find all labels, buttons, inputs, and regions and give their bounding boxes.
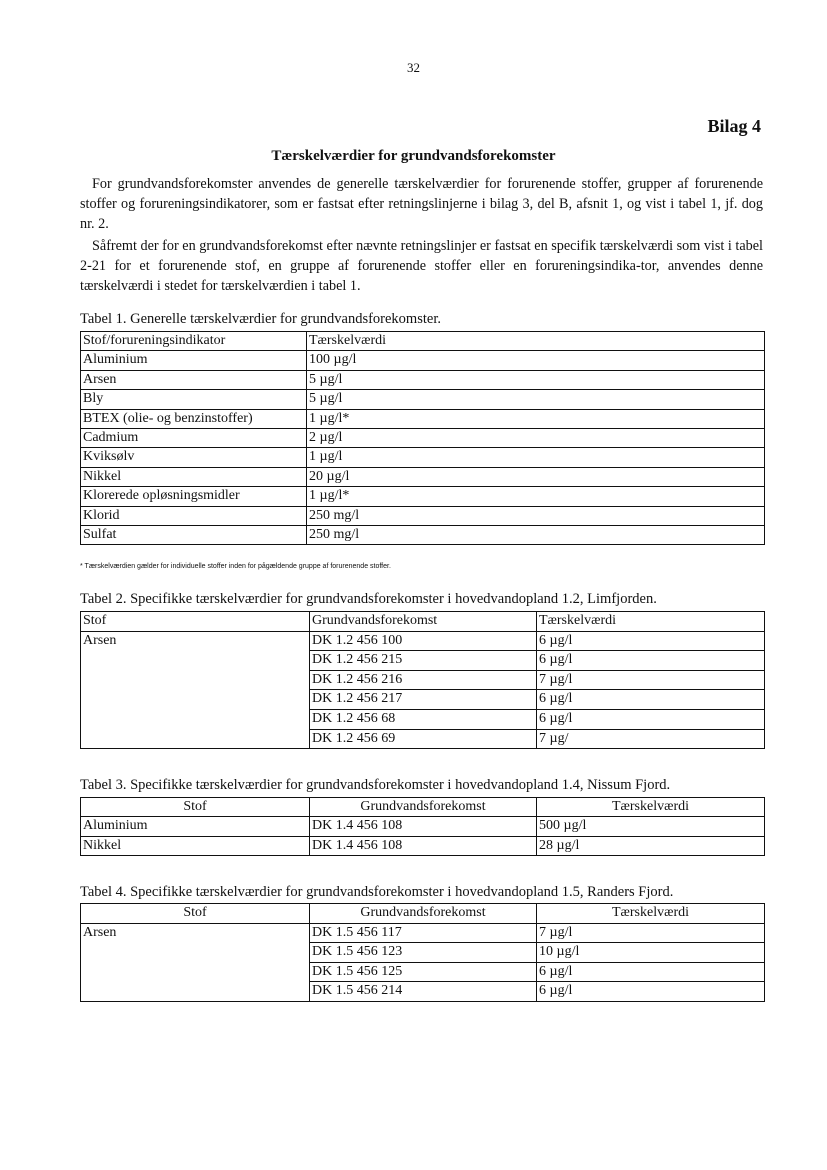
groundwater-body-cell: DK 1.2 456 215 (310, 651, 537, 671)
threshold-cell: 2 µg/l (307, 428, 765, 447)
substance-cell: Nikkel (81, 467, 307, 486)
table3-caption: Tabel 3. Specifikke tærskelværdier for grundvandsforekomster i hovedvandopland 1.4, Nissum Fjord. (80, 777, 671, 793)
table1 (80, 331, 765, 545)
page-title: Tærskelværdier for grundvandsforekomster (271, 148, 556, 164)
substance-cell: Nikkel (81, 836, 310, 855)
groundwater-body-cell: DK 1.2 456 68 (310, 709, 537, 729)
groundwater-body-cell: DK 1.5 456 125 (310, 962, 537, 982)
threshold-cell: 6 µg/l (537, 709, 765, 729)
table2-header-row (81, 612, 765, 632)
threshold-cell: 1 µg/l* (307, 409, 765, 428)
table4-header-threshold: Tærskelværdi (537, 904, 765, 924)
substance-cell: Cadmium (81, 428, 307, 447)
table3-header-substance: Stof (81, 798, 310, 817)
groundwater-body-cell: DK 1.2 456 69 (310, 729, 537, 749)
table-row (81, 525, 765, 544)
substance-cell: Arsen (81, 631, 310, 749)
threshold-cell: 250 mg/l (307, 506, 765, 525)
table4 (80, 903, 765, 1002)
table4-header-row (81, 904, 765, 924)
groundwater-body-cell: DK 1.2 456 216 (310, 670, 537, 690)
substance-cell: Bly (81, 390, 307, 409)
table-row (81, 631, 765, 651)
table-row (81, 817, 765, 836)
threshold-cell: 6 µg/l (537, 651, 765, 671)
table4-caption: Tabel 4. Specifikke tærskelværdier for grundvandsforekomster i hovedvandopland 1.5, Randers Fjord. (80, 884, 674, 900)
table1-header-threshold: Tærskelværdi (307, 332, 765, 351)
threshold-cell: 6 µg/l (537, 962, 765, 982)
specific-values-paragraph-text: Såfremt der for en grundvandsforekomst efter nævnte retningslinjer er fastsat en specifik tærskelværdi som vist i tabel 2-21 for et forurenende stof, en gruppe af forurenende stoffer eller en forureningsindika-tor, anvendes denne tærskelværdi i stedet for tærskelværdien i tabel 1. (80, 238, 763, 294)
substance-cell: Aluminium (81, 351, 307, 370)
table1-header-row (81, 332, 765, 351)
intro-paragraph-text: For grundvandsforekomster anvendes de generelle tærskelværdier for forurenende stoffer, grupper af forurenende stoffer og forureningsindikatorer, som er fastsat efter retningslinjerne i bilag 3, del B, afsnit 1, og vist i tabel 1, jf. dog nr. 2. (80, 176, 763, 232)
threshold-cell: 7 µg/l (537, 923, 765, 943)
table1-header-substance: Stof/forureningsindikator (81, 332, 307, 351)
groundwater-body-cell: DK 1.2 456 100 (310, 631, 537, 651)
groundwater-body-cell: DK 1.2 456 217 (310, 690, 537, 710)
table-row (81, 448, 765, 467)
threshold-cell: 5 µg/l (307, 370, 765, 389)
threshold-cell: 6 µg/l (537, 631, 765, 651)
substance-cell: Kviksølv (81, 448, 307, 467)
table-row (81, 923, 765, 943)
threshold-cell: 5 µg/l (307, 390, 765, 409)
specific-values-paragraph (80, 236, 763, 296)
table3-header-threshold: Tærskelværdi (537, 798, 765, 817)
threshold-cell: 20 µg/l (307, 467, 765, 486)
table-row (81, 390, 765, 409)
table1-caption: Tabel 1. Generelle tærskelværdier for grundvandsforekomster. (80, 311, 441, 327)
table2-header-groundwater-body: Grundvandsforekomst (310, 612, 537, 632)
table-row (81, 487, 765, 506)
threshold-cell: 1 µg/l (307, 448, 765, 467)
appendix-label: Bilag 4 (707, 116, 761, 136)
threshold-cell: 7 µg/ (537, 729, 765, 749)
substance-cell: Klorerede opløsningsmidler (81, 487, 307, 506)
intro-paragraph (80, 174, 763, 234)
table2-header-substance: Stof (81, 612, 310, 632)
table-row (81, 836, 765, 855)
threshold-cell: 28 µg/l (537, 836, 765, 855)
threshold-cell: 10 µg/l (537, 943, 765, 963)
table-row (81, 467, 765, 486)
substance-cell: Klorid (81, 506, 307, 525)
threshold-cell: 250 mg/l (307, 525, 765, 544)
groundwater-body-cell: DK 1.5 456 123 (310, 943, 537, 963)
table4-header-substance: Stof (81, 904, 310, 924)
threshold-cell: 100 µg/l (307, 351, 765, 370)
substance-cell: Aluminium (81, 817, 310, 836)
table2 (80, 611, 765, 749)
groundwater-body-cell: DK 1.4 456 108 (310, 836, 537, 855)
threshold-cell: 500 µg/l (537, 817, 765, 836)
table2-caption: Tabel 2. Specifikke tærskelværdier for grundvandsforekomster i hovedvandopland 1.2, Limfjorden. (80, 591, 657, 607)
threshold-cell: 1 µg/l* (307, 487, 765, 506)
table3-header-row (81, 798, 765, 817)
substance-cell: BTEX (olie- og benzinstoffer) (81, 409, 307, 428)
table-row (81, 428, 765, 447)
table-row (81, 506, 765, 525)
groundwater-body-cell: DK 1.5 456 214 (310, 982, 537, 1002)
substance-cell: Sulfat (81, 525, 307, 544)
groundwater-body-cell: DK 1.4 456 108 (310, 817, 537, 836)
table4-header-groundwater-body: Grundvandsforekomst (310, 904, 537, 924)
table-row (81, 351, 765, 370)
threshold-cell: 6 µg/l (537, 982, 765, 1002)
groundwater-body-cell: DK 1.5 456 117 (310, 923, 537, 943)
table1-footnote: * Tærskelværdien gælder for individuelle stoffer inden for pågældende gruppe af forurenende stoffer. (80, 563, 391, 570)
page-number: 32 (407, 60, 420, 75)
table-row (81, 370, 765, 389)
table2-header-threshold: Tærskelværdi (537, 612, 765, 632)
table3-header-groundwater-body: Grundvandsforekomst (310, 798, 537, 817)
threshold-cell: 7 µg/l (537, 670, 765, 690)
threshold-cell: 6 µg/l (537, 690, 765, 710)
substance-cell: Arsen (81, 923, 310, 1001)
table3 (80, 797, 765, 856)
table-row (81, 409, 765, 428)
substance-cell: Arsen (81, 370, 307, 389)
